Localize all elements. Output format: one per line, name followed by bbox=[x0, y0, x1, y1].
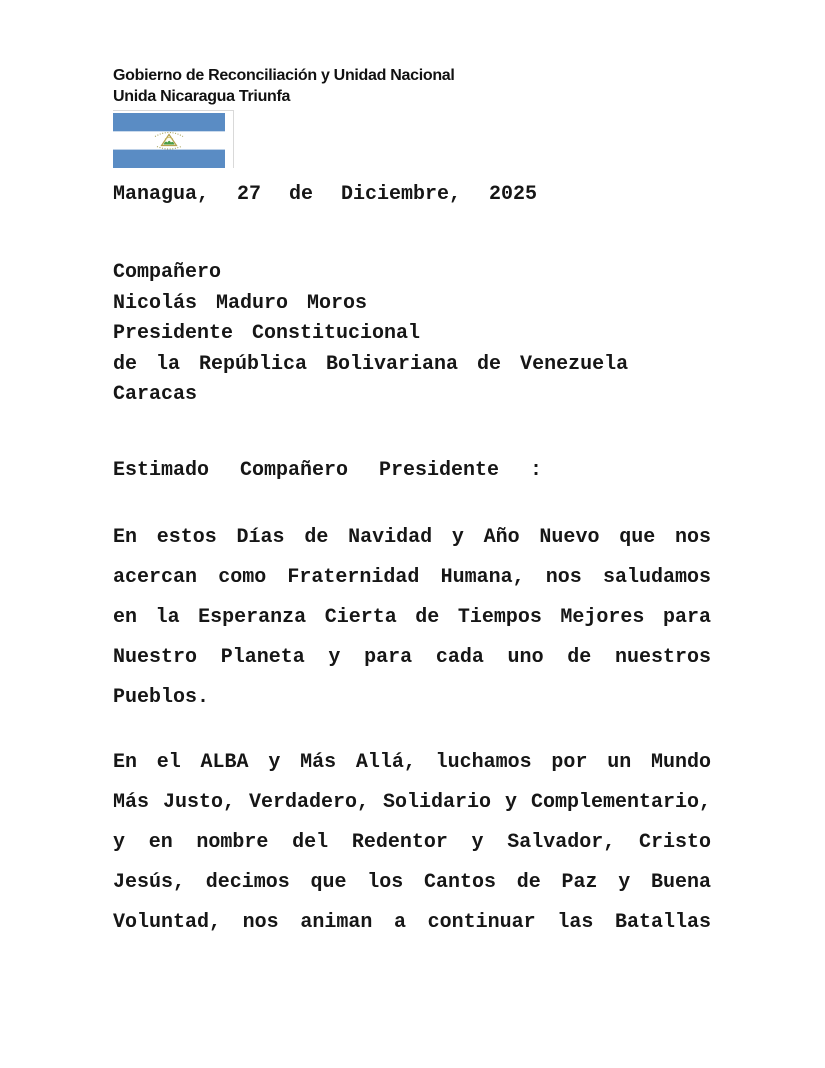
paragraph-line: Voluntad, nos animan a continuar las Batallas bbox=[113, 911, 711, 934]
paragraph-line: en la Esperanza Cierta de Tiempos Mejores para bbox=[113, 606, 711, 629]
recipient-line: Compañero bbox=[113, 261, 222, 284]
paragraph-line: y en nombre del Redentor y Salvador, Cristo bbox=[113, 831, 711, 854]
paragraph-line: Pueblos. bbox=[113, 686, 210, 709]
recipient-line: Nicolás Maduro Moros bbox=[113, 291, 368, 315]
paragraph-line: Jesús, decimos que los Cantos de Paz y Buena bbox=[113, 871, 711, 894]
paragraph-line: Nuestro Planeta y para cada uno de nuestros bbox=[113, 646, 711, 669]
date-line: Managua, 27 de Diciembre, 2025 bbox=[113, 183, 538, 206]
body-paragraph-1 bbox=[113, 518, 711, 718]
paragraph-line: acercan como Fraternidad Humana, nos saludamos bbox=[113, 566, 711, 589]
recipient-block bbox=[113, 258, 628, 411]
recipient-line: Caracas bbox=[113, 383, 198, 406]
paragraph-line: En estos Días de Navidad y Año Nuevo que nos bbox=[113, 526, 711, 549]
recipient-line: Presidente Constitucional bbox=[113, 322, 421, 345]
recipient-line: de la República Bolivariana de Venezuela bbox=[113, 352, 629, 376]
salutation-line: Estimado Compañero Presidente : bbox=[113, 459, 543, 482]
body-paragraph-2 bbox=[113, 743, 711, 943]
letterhead-line-1: Gobierno de Reconciliación y Unidad Nacional bbox=[113, 67, 455, 84]
letterhead-line-2: Unida Nicaragua Triunfa bbox=[113, 87, 291, 105]
paragraph-line: Más Justo, Verdadero, Solidario y Complementario, bbox=[113, 791, 711, 814]
nicaragua-flag-image bbox=[113, 113, 225, 168]
paragraph-line: En el ALBA y Más Allá, luchamos por un Mundo bbox=[113, 751, 711, 774]
letterhead bbox=[113, 66, 455, 107]
nicaragua-flag bbox=[113, 110, 234, 168]
